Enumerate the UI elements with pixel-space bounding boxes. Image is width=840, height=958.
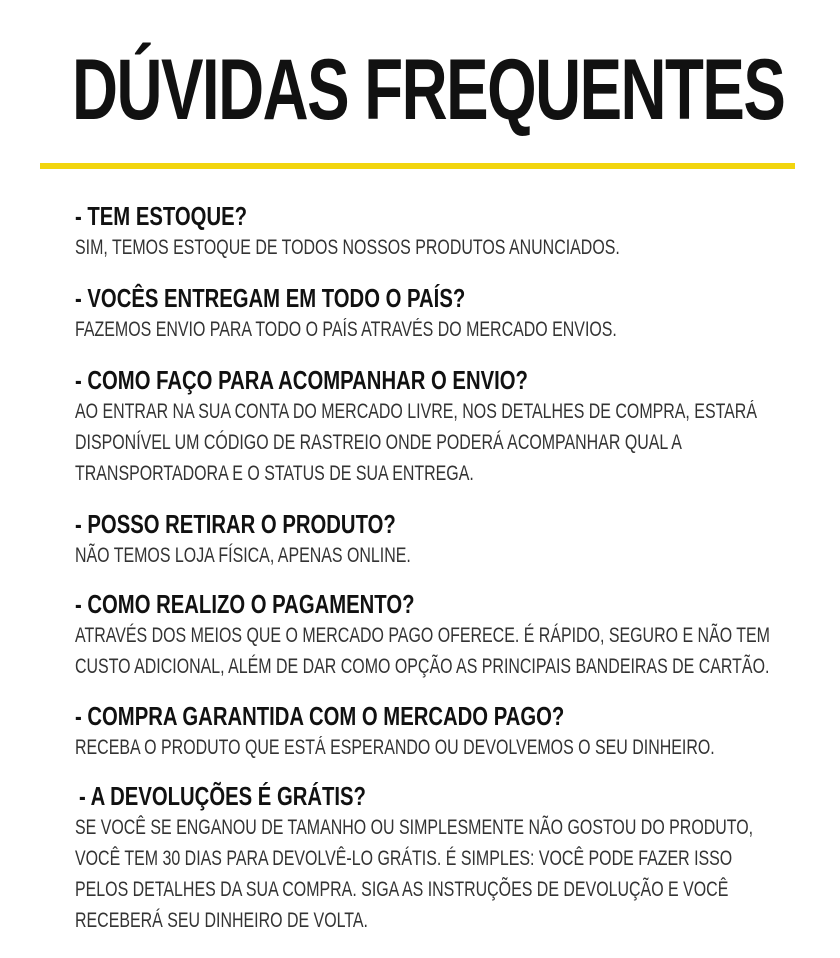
faq-item-tracking xyxy=(75,364,815,489)
faq-question: - COMO FAÇO PARA ACOMPANHAR O ENVIO? xyxy=(75,365,528,395)
faq-question: - TEM ESTOQUE? xyxy=(75,201,248,231)
faq-item-delivery xyxy=(75,282,815,345)
faq-question: - VOCÊS ENTREGAM EM TODO O PAÍS? xyxy=(75,283,466,313)
faq-question: - COMO REALIZO O PAGAMENTO? xyxy=(75,589,415,619)
faq-item-guarantee xyxy=(75,700,815,763)
faq-answer: ATRAVÉS DOS MEIOS QUE O MERCADO PAGO OFERECE. É RÁPIDO, SEGURO E NÃO TEM CUSTO ADICIONAL, ALÉM DE DAR COMO OPÇÃO AS PRINCIPAIS BANDEIRAS DE CARTÃO. xyxy=(75,624,770,678)
faq-answer: SIM, TEMOS ESTOQUE DE TODOS NOSSOS PRODUTOS ANUNCIADOS. xyxy=(75,236,620,259)
faq-question: - POSSO RETIRAR O PRODUTO? xyxy=(75,509,396,539)
page-title: DÚVIDAS FREQUENTES xyxy=(72,42,785,138)
faq-item-stock xyxy=(75,200,815,263)
faq-answer: SE VOCÊ SE ENGANOU DE TAMANHO OU SIMPLESMENTE NÃO GOSTOU DO PRODUTO, VOCÊ TEM 30 DIAS PARA DEVOLVÊ-LO GRÁTIS. É SIMPLES: VOCÊ PODE FAZER ISSO PELOS DETALHES DA SUA COMPRA. SIGA AS INSTRUÇÕES DE DEVOLUÇÃO E VOCÊ RECEBERÁ SEU DINHEIRO DE VOLTA. xyxy=(75,816,754,932)
faq-item-pickup xyxy=(75,508,815,571)
title-underline xyxy=(40,163,795,169)
faq-answer: AO ENTRAR NA SUA CONTA DO MERCADO LIVRE, NOS DETALHES DE COMPRA, ESTARÁ DISPONÍVEL UM CÓDIGO DE RASTREIO ONDE PODERÁ ACOMPANHAR QUAL A TRANSPORTADORA E O STATUS DE SUA ENTREGA. xyxy=(75,400,757,485)
faq-question: - COMPRA GARANTIDA COM O MERCADO PAGO? xyxy=(75,701,565,731)
faq-answer: NÃO TEMOS LOJA FÍSICA, APENAS ONLINE. xyxy=(75,544,411,567)
faq-answer: FAZEMOS ENVIO PARA TODO O PAÍS ATRAVÉS DO MERCADO ENVIOS. xyxy=(75,318,617,341)
faq-item-payment xyxy=(75,588,815,682)
faq-answer: RECEBA O PRODUTO QUE ESTÁ ESPERANDO OU DEVOLVEMOS O SEU DINHEIRO. xyxy=(75,736,715,759)
faq-item-returns xyxy=(75,780,815,936)
faq-question: - A DEVOLUÇÕES É GRÁTIS? xyxy=(79,781,366,811)
